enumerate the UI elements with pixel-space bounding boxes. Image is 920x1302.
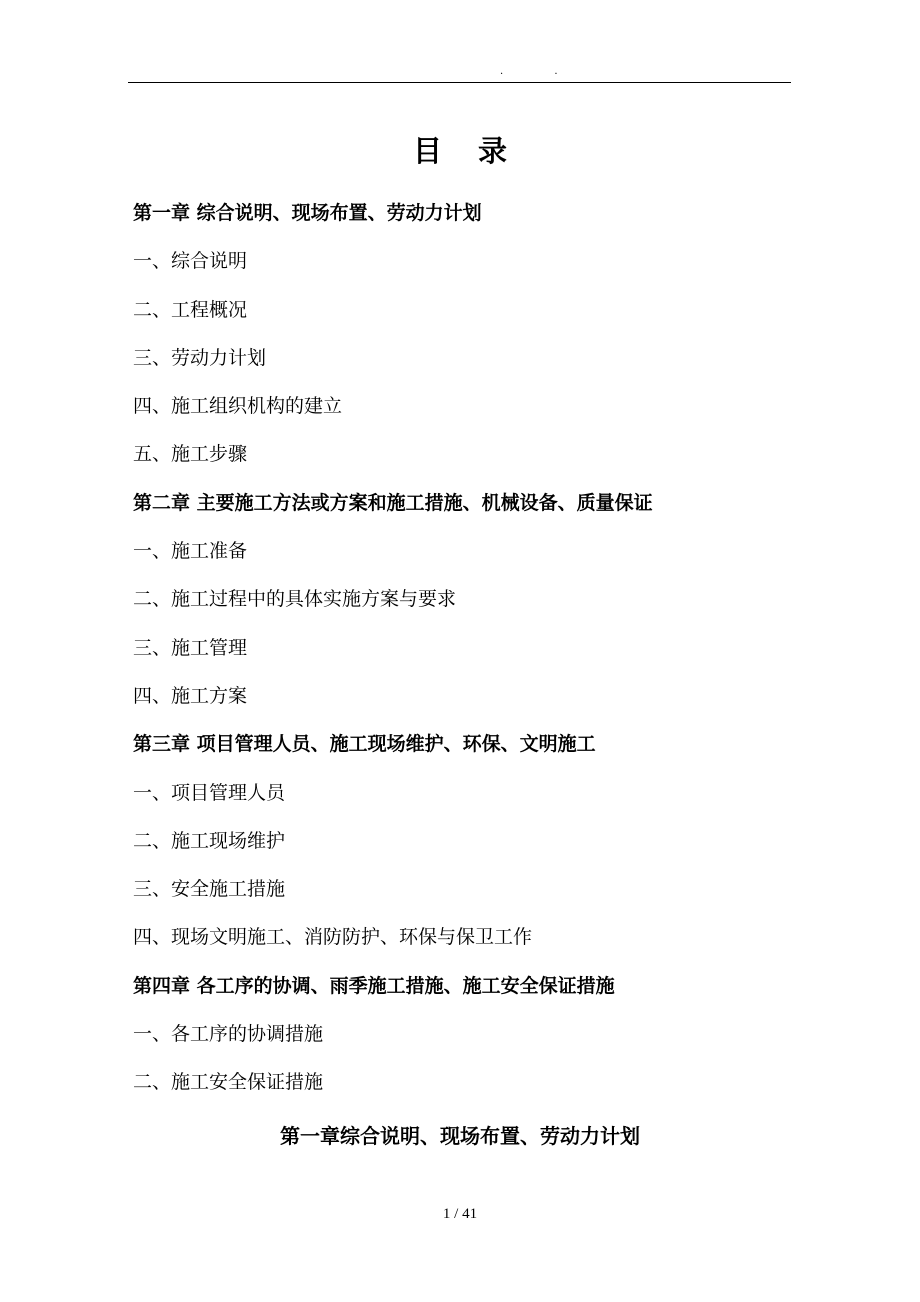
toc-section-entry: 一、项目管理人员	[133, 781, 286, 804]
toc-section-entry: 四、施工方案	[133, 684, 248, 707]
toc-section-entry: 三、施工管理	[133, 636, 248, 659]
toc-section-entry: 三、安全施工措施	[133, 878, 286, 901]
toc-section-entry: 一、综合说明	[133, 250, 248, 273]
toc-section-entry: 四、施工组织机构的建立	[133, 395, 343, 418]
page-number: 1 / 41	[442, 1206, 478, 1222]
toc-chapter-entry: 第四章 各工序的协调、雨季施工措施、施工安全保证措施	[133, 974, 615, 997]
toc-chapter-entry: 第三章 项目管理人员、施工现场维护、环保、文明施工	[133, 733, 596, 756]
header-mark: . .	[500, 66, 582, 77]
toc-section-entry: 二、施工过程中的具体实施方案与要求	[133, 588, 457, 611]
toc-chapter-entry: 第一章 综合说明、现场布置、劳动力计划	[133, 202, 482, 224]
chapter-heading: 第一章综合说明、现场布置、劳动力计划	[280, 1124, 640, 1148]
toc-section-entry: 一、各工序的协调措施	[133, 1023, 324, 1046]
toc-title: 目录	[412, 134, 543, 169]
toc-section-entry: 一、施工准备	[133, 540, 248, 563]
toc-chapter-entry: 第二章 主要施工方法或方案和施工措施、机械设备、质量保证	[133, 491, 653, 514]
toc-list	[133, 193, 653, 1111]
toc-section-entry: 二、施工现场维护	[133, 829, 286, 852]
toc-section-entry: 五、施工步骤	[133, 443, 248, 466]
toc-section-entry: 二、工程概况	[133, 298, 248, 321]
toc-section-entry: 二、施工安全保证措施	[133, 1071, 324, 1094]
header-rule	[128, 82, 791, 83]
toc-section-entry: 三、劳动力计划	[133, 346, 267, 369]
toc-section-entry: 四、现场文明施工、消防防护、环保与保卫工作	[133, 926, 533, 949]
